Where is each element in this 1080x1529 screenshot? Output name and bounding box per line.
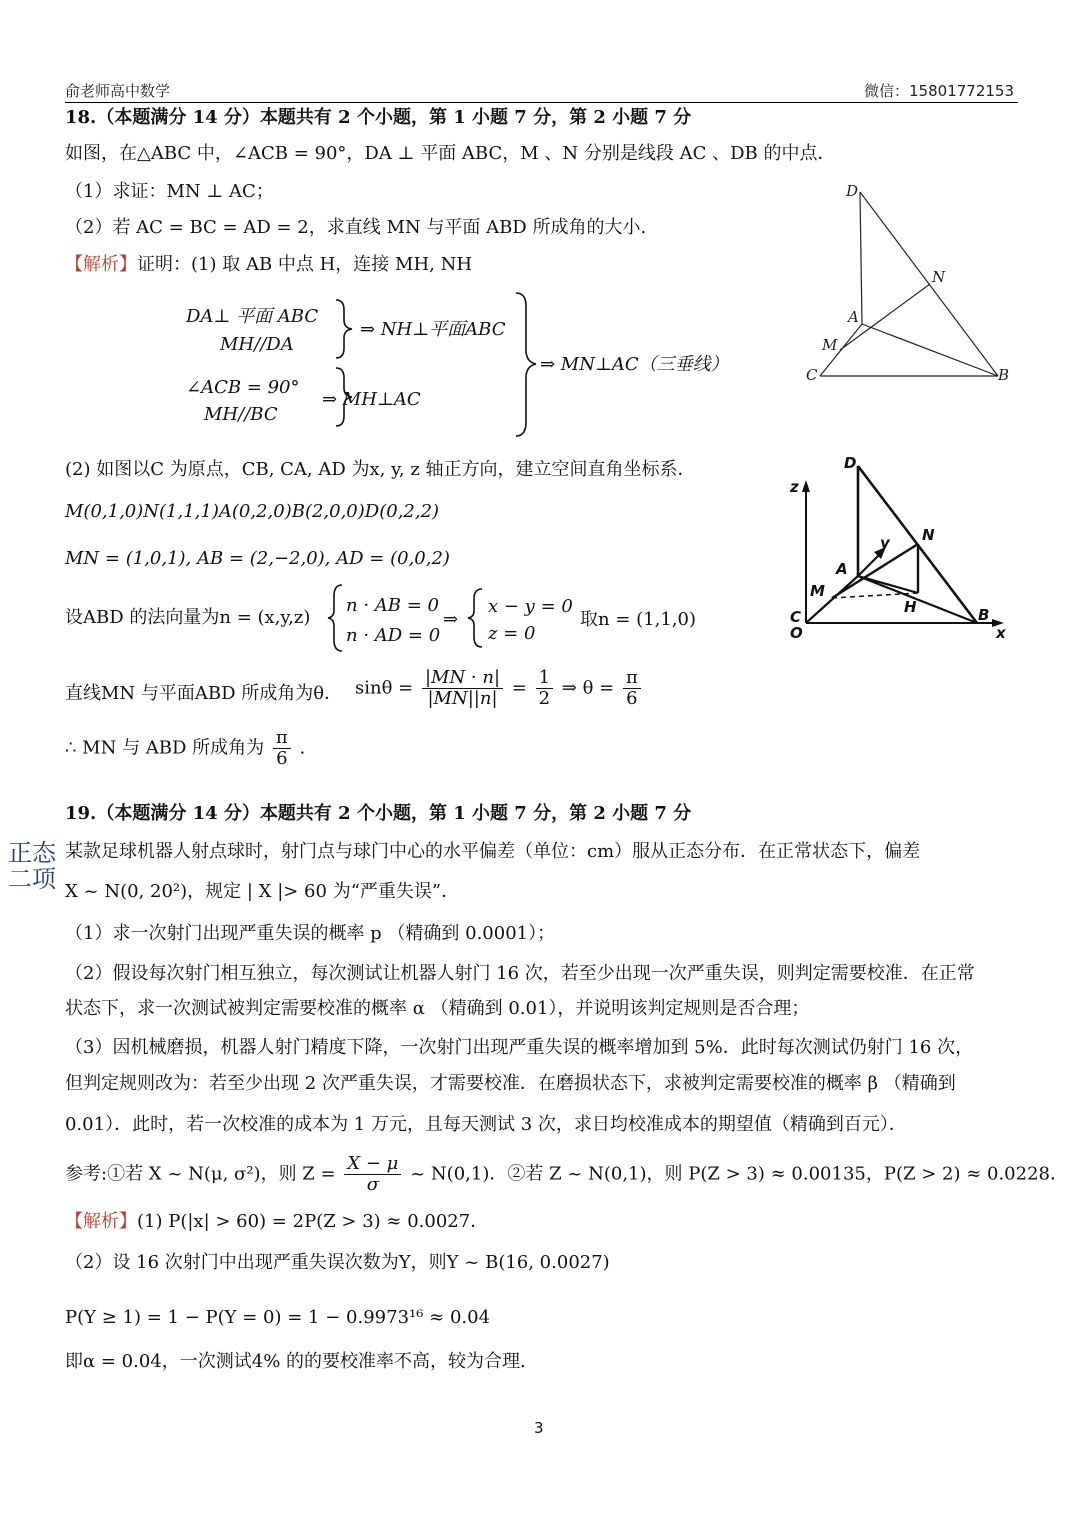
label-N: N: [932, 268, 946, 286]
normal-intro: 设ABD 的法向量为n = (x,y,z): [65, 607, 311, 628]
label-M: M: [822, 336, 838, 354]
fig2-label-A: A: [836, 560, 848, 578]
fig2-label-N: N: [922, 526, 935, 544]
q19-part2a: （2）假设每次射门相互独立，每次测试让机器人射门 16 次，若至少出现一次严重失误，则判定需要校准．在正常: [65, 963, 975, 984]
header-right: 微信：15801772153: [864, 82, 1014, 100]
fig2-label-x: x: [996, 624, 1006, 642]
brace-a-result: ⇒ NH⊥平面ABC: [360, 319, 506, 340]
brace-b1: ∠ACB = 90°: [186, 377, 300, 398]
fig2-label-H: H: [904, 598, 917, 616]
q19-s2: （2）设 16 次射门中出现严重失误次数为Y，则Y ~ B(16, 0.0027): [65, 1252, 610, 1273]
ref-fraction: $\frac{X - \mu}{\sigma}$: [344, 1154, 401, 1195]
sin-fraction: $\frac{|MN \cdot n|}{|MN||n|}$: [422, 668, 503, 709]
half-fraction: $\frac{1}{2}$: [536, 668, 553, 709]
q19-title: 19.（本题满分 14 分）本题共有 2 个小题，第 1 小题 7 分，第 2 小题 7 分: [65, 803, 692, 824]
brace-final: ⇒ MN⊥AC（三垂线）: [540, 354, 729, 375]
normal-res1: x − y = 0: [488, 596, 573, 617]
q19-stem2: X ~ N(0, 20²)，规定 | X |> 60 为“严重失误”．: [65, 881, 460, 902]
q19-part3b: 但判定规则改为：若至少出现 2 次严重失误，才需要校准．在磨损状态下，求被判定需要校准的概率 β （精确到: [65, 1073, 956, 1094]
conclusion-fraction: $\frac{\pi}{6}$: [273, 728, 291, 769]
normal-res2: z = 0: [488, 623, 536, 644]
brace-small: [330, 296, 360, 436]
conclusion: ∴ MN 与 ABD 所成角为 $\frac{\pi}{6}$ .: [65, 727, 306, 769]
normal-brace-left: [326, 582, 346, 654]
fig2-label-C: C: [790, 608, 802, 626]
q18-title: 18.（本题满分 14 分）本题共有 2 个小题，第 1 小题 7 分，第 2 小题 7 分: [65, 107, 692, 128]
label-A: A: [848, 308, 859, 326]
normal-eq1: n · AB = 0: [346, 595, 439, 616]
fig2-label-y: y: [880, 534, 890, 552]
handwriting-annotation: 正态二项: [8, 839, 56, 893]
label-D: D: [846, 182, 859, 200]
normal-pick: 取n = (1,1,0): [580, 609, 696, 630]
angle-intro: 直线MN 与平面ABD 所成角为θ．: [65, 683, 343, 704]
q19-analysis-tag: 【解析】: [65, 1211, 137, 1232]
sin-lhs: sinθ =: [355, 677, 414, 699]
q18-part1: （1）求证：MN ⊥ AC；: [65, 181, 274, 202]
fig2-label-z: z: [790, 478, 799, 496]
q19-part3a: （3）因机械磨损，机器人射门精度下降，一次射门出现严重失误的概率增加到 5%．此时每次测试仍射门 16 次，: [65, 1037, 974, 1058]
fig2-label-B: B: [978, 606, 990, 624]
sol2-line1: (2) 如图以C 为原点，CB, CA, AD 为x, y, z 轴正方向，建立空间直角坐标系．: [65, 459, 696, 480]
analysis-tag: 【解析】: [65, 254, 137, 275]
q19-reference: 参考:①若 X ~ N(μ, σ²)，则 Z = $\frac{X - \mu}{\sigma}$ ~ N(0,1)．②若 Z ~ N(0,1)，则 P(Z > 3) ≈ 0.00135，P(Z > 2) ≈ 0.0228．: [65, 1153, 1068, 1195]
q18-stem: 如图，在△ABC 中，∠ACB = 90°，DA ⊥ 平面 ABC，M 、N 分别是线段 AC 、DB 的中点．: [65, 143, 836, 164]
q19-stem1: 某款足球机器人射点球时，射门点与球门中心的水平偏差（单位：cm）服从正态分布．在正常状态下，偏差: [65, 841, 921, 862]
brace-b2: MH//BC: [204, 404, 278, 425]
q19-part1: （1）求一次射门出现严重失误的概率 p （精确到 0.0001）；: [65, 923, 556, 944]
q18-analysis: [65, 253, 472, 277]
q19-part3c: 0.01）．此时，若一次校准的成本为 1 万元，且每天测试 3 次，求日均校准成本的期望值（精确到百元）．: [65, 1114, 907, 1135]
q19-s4: 即α = 0.04，一次测试4% 的的要校准率不高，较为合理.: [65, 1351, 526, 1372]
fig2-label-O: O: [790, 624, 803, 642]
brace-b-result: ⇒ MH⊥AC: [322, 389, 421, 410]
header-rule: [65, 102, 1018, 103]
edge-AB: [862, 324, 998, 376]
header-left: 俞老师高中数学: [65, 82, 171, 100]
sol2-coords: M(0,1,0)N(1,1,1)A(0,2,0)B(2,0,0)D(0,2,2): [65, 501, 440, 522]
fig2-label-D: D: [844, 454, 857, 472]
page-number: 3: [534, 1419, 544, 1437]
label-B: B: [998, 366, 1010, 384]
q19-part2b: 状态下，求一次测试被判定需要校准的概率 α （精确到 0.01），并说明该判定规则是否合理；: [65, 998, 810, 1019]
q19-s3: P(Y ≥ 1) = 1 − P(Y = 0) = 1 − 0.9973¹⁶ ≈ 0.04: [65, 1307, 491, 1328]
pi-fraction: $\frac{\pi}{6}$: [623, 668, 641, 709]
brace-big: [510, 290, 540, 440]
edge-DA: [860, 192, 862, 324]
triangle-figure: [790, 180, 1020, 400]
q18-part2: （2）若 AC = BC = AD = 2，求直线 MN 与平面 ABD 所成角的大小.: [65, 217, 647, 238]
q19-analysis: [65, 1210, 488, 1234]
label-C: C: [806, 366, 818, 384]
brace-a1: DA⊥ 平面 ABC: [186, 306, 319, 327]
normal-brace-right: [466, 586, 486, 650]
normal-arrow: ⇒: [443, 609, 459, 630]
brace-a2: MH//DA: [220, 334, 294, 355]
coordinate-figure: [782, 448, 1022, 648]
analysis-text: 证明：(1) 取 AB 中点 H，连接 MH, NH: [137, 254, 473, 275]
normal-eq2: n · AD = 0: [346, 625, 441, 646]
fig2-label-M: M: [810, 582, 825, 600]
q19-s1: (1) P(|x| > 60) = 2P(Z > 3) ≈ 0.0027．: [137, 1211, 489, 1232]
sin-expression: sinθ = $\frac{|MN \cdot n|}{|MN||n|}$ = $\frac{1}{2}$ ⇒ θ = $\frac{\pi}{6}$: [355, 668, 644, 709]
sol2-vectors: MN = (1,0,1), AB = (2,−2,0), AD = (0,0,2): [65, 548, 450, 569]
